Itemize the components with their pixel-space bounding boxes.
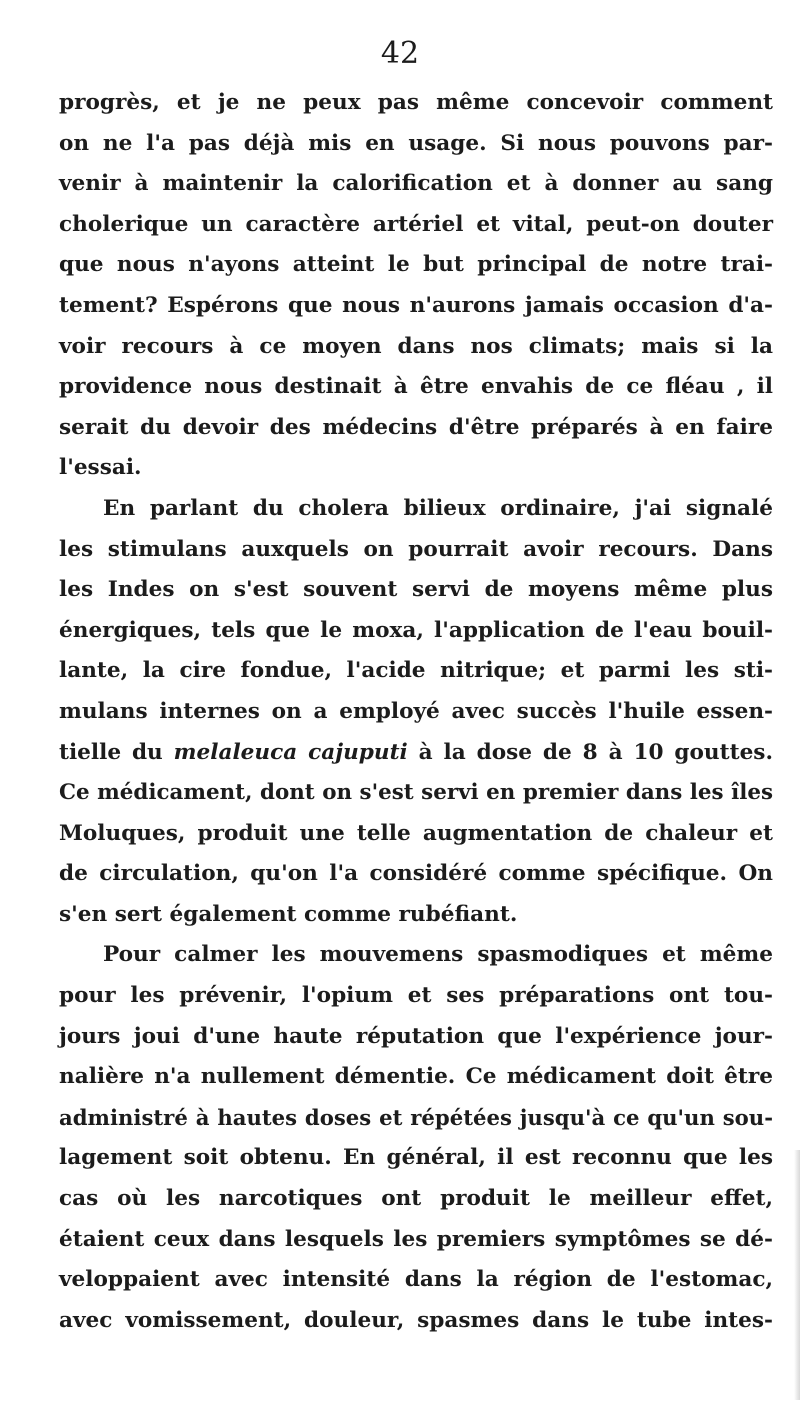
text-segment: administré à hautes doses et répétées jusqu'à ce qu'un sou- — [59, 1104, 773, 1130]
text-line — [59, 1057, 773, 1098]
text-line — [59, 124, 773, 165]
text-segment: jours joui d'une haute réputation que l'expérience jour- — [59, 1023, 773, 1049]
text-line — [59, 205, 773, 246]
text-line — [59, 1098, 773, 1139]
text-line — [59, 733, 773, 774]
text-line — [59, 530, 773, 571]
text-segment: serait du devoir des médecins d'être préparés à en faire — [59, 414, 773, 440]
text-line — [59, 1138, 773, 1179]
text-segment: tement? Espérons que nous n'aurons jamais occasion d'a- — [59, 292, 773, 318]
text-line — [59, 1260, 773, 1301]
text-line — [59, 286, 773, 327]
text-line — [59, 651, 773, 692]
text-line — [59, 1220, 773, 1261]
text-line — [59, 570, 773, 611]
text-line — [59, 1179, 773, 1220]
text-line — [59, 164, 773, 205]
text-segment: on ne l'a pas déjà mis en usage. Si nous pouvons par- — [59, 130, 773, 156]
text-line — [59, 854, 773, 895]
text-line — [59, 935, 773, 976]
text-segment: nalière n'a nullement démentie. Ce médicament doit être — [59, 1064, 773, 1090]
text-line — [59, 1017, 773, 1058]
text-segment: mulans internes on a employé avec succès l'huile essen- — [59, 698, 773, 724]
text-segment: voir recours à ce moyen dans nos climats; mais si la — [59, 333, 773, 359]
text-segment: énergiques, tels que le moxa, l'application de l'eau bouil- — [59, 617, 773, 643]
text-segment: les stimulans auxquels on pourrait avoir recours. Dans — [59, 536, 773, 562]
text-line — [59, 408, 773, 449]
text-segment: les Indes on s'est souvent servi de moyens même plus — [59, 577, 773, 603]
text-segment: cas où les narcotiques ont produit le meilleur effet, — [59, 1186, 773, 1212]
text-segment: étaient ceux dans lesquels les premiers symptômes se dé- — [59, 1226, 773, 1252]
text-line — [59, 367, 773, 408]
text-segment: que nous n'ayons atteint le but principal de notre trai- — [59, 252, 773, 278]
page-edge-shadow — [794, 1150, 800, 1400]
text-segment: veloppaient avec intensité dans la région de l'estomac, — [59, 1267, 773, 1293]
text-segment: Moluques, produit une telle augmentation de chaleur et — [59, 820, 773, 846]
text-segment: lante, la cire fondue, l'acide nitrique; et parmi les sti- — [59, 658, 773, 684]
italic-phrase: melaleuca cajuputi — [173, 739, 408, 765]
text-line — [59, 1301, 773, 1342]
text-segment: venir à maintenir la calorification et à donner au sang — [59, 171, 773, 197]
text-line — [59, 448, 773, 489]
text-segment: lagement soit obtenu. En général, il est reconnu que les — [59, 1145, 773, 1171]
text-segment: avec vomissement, douleur, spasmes dans le tube intes- — [59, 1307, 773, 1333]
text-line — [59, 245, 773, 286]
text-segment: Pour calmer les mouvemens spasmodiques et même — [103, 942, 773, 968]
text-line — [59, 327, 773, 368]
text-line — [59, 489, 773, 530]
text-segment: providence nous destinait à être envahis de ce fléau , il — [59, 374, 773, 400]
text-segment: l'essai. — [59, 455, 142, 481]
body-text — [59, 83, 773, 1341]
text-line — [59, 895, 773, 936]
text-segment: tielle du — [59, 739, 174, 765]
text-line — [59, 611, 773, 652]
text-segment: cholerique un caractère artériel et vital, peut-on douter — [59, 211, 773, 237]
text-line — [59, 814, 773, 855]
text-segment: En parlant du cholera bilieux ordinaire, j'ai signalé — [103, 495, 773, 521]
text-line — [59, 83, 773, 124]
text-line — [59, 976, 773, 1017]
text-segment: pour les prévenir, l'opium et ses préparations ont tou- — [59, 983, 773, 1009]
text-segment: s'en sert également comme rubéfiant. — [59, 901, 518, 927]
text-segment: Ce médicament, dont on s'est servi en premier dans les îles — [59, 780, 773, 806]
text-segment: de circulation, qu'on l'a considéré comme spécifique. On — [59, 861, 773, 887]
text-line — [59, 692, 773, 733]
page-number: 42 — [380, 36, 420, 71]
text-segment: progrès, et je ne peux pas même concevoir comment — [59, 90, 773, 115]
text-line — [59, 773, 773, 814]
text-segment: à la dose de 8 à 10 gouttes. — [407, 739, 773, 765]
